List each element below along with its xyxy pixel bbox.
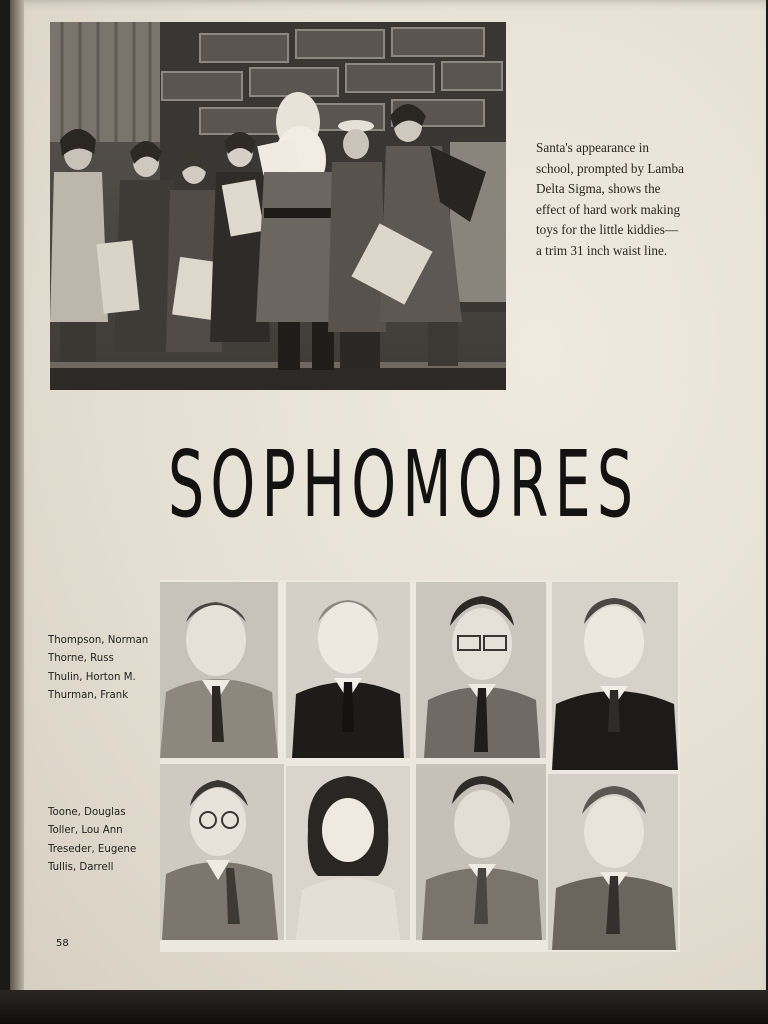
student-name: Toone, Douglas [48,807,126,818]
student-name: Treseder, Eugene [48,843,137,855]
portrait-photo [160,764,284,940]
portrait-grid [160,580,680,952]
names-list-top-row [48,632,160,705]
portrait-photo [286,582,410,758]
portrait-photo [286,766,410,940]
book-spine [10,0,24,1000]
student-name: Thompson, Norman [48,635,149,646]
portrait-photo [416,582,546,758]
photo-caption [536,138,706,261]
student-name: Toller, Lou Ann [48,825,123,837]
caption-line-2: school, prompted by Lamba [536,160,684,176]
caption-line-5: toys for the little kiddies— [536,222,679,237]
yearbook-page [10,0,766,1000]
section-title: SOPHOMORES [168,431,640,538]
student-name: Thulin, Horton M. [48,671,136,683]
portrait-photo [160,582,278,758]
portrait-photo [548,774,678,950]
student-name: Tullis, Darrell [48,861,114,873]
portrait-photo [552,582,678,770]
caption-line-6: a trim 31 inch waist line. [536,242,668,258]
portrait-photo [416,764,546,940]
names-list-bottom-row [48,804,160,877]
caption-line-3: Delta Sigma, shows the [536,181,661,196]
caption-line-1: Santa's appearance in [536,140,649,155]
student-name: Thurman, Frank [48,689,129,701]
student-name: Thorne, Russ [48,653,114,665]
book-bottom-edge [0,990,768,1024]
caption-line-4: effect of hard work making [536,201,681,217]
santa-group-photo-image [50,22,506,390]
santa-group-photo [50,22,506,390]
page-number: 58 [56,938,69,949]
